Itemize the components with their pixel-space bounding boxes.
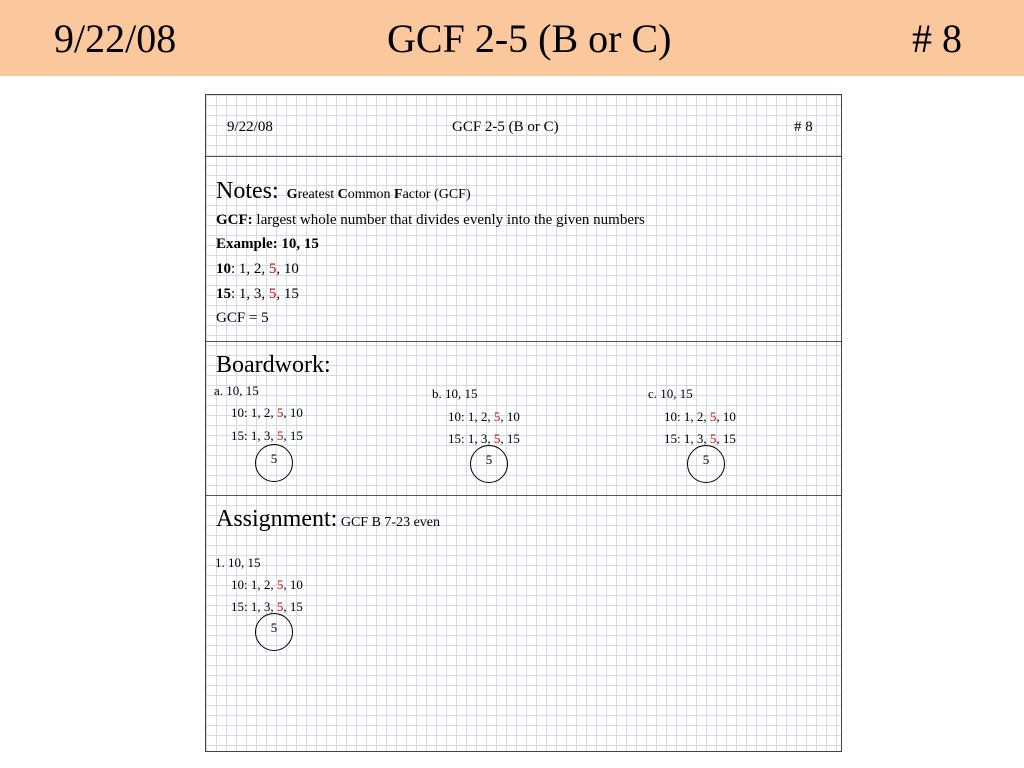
sheet-title: GCF 2-5 (B or C) xyxy=(452,119,559,135)
assignment-answer-circle: 5 xyxy=(255,613,293,651)
boardwork-c-answer-circle: 5 xyxy=(687,445,725,483)
slide-number: # 8 xyxy=(912,16,962,61)
section-divider xyxy=(206,341,841,342)
notes-gcf-expansion: Greatest Common Factor (GCF) xyxy=(286,187,471,202)
graph-paper-sheet xyxy=(205,94,842,752)
boardwork-a-answer-circle: 5 xyxy=(255,444,293,482)
slide-date: 9/22/08 xyxy=(54,16,177,61)
assignment-detail: GCF B 7-23 even xyxy=(337,515,441,530)
assignment-problem-label: 1. 10, 15 xyxy=(215,555,261,570)
boardwork-b-factors-10: 10: 1, 2, 5, 10 xyxy=(448,409,520,424)
notes-factors-15: 15: 1, 3, 5, 15 xyxy=(216,286,299,302)
boardwork-b-label: b. 10, 15 xyxy=(432,386,478,401)
sheet-date: 9/22/08 xyxy=(227,119,273,135)
boardwork-a-label: a. 10, 15 xyxy=(214,383,259,398)
boardwork-b-answer-circle: 5 xyxy=(470,445,508,483)
slide-title-bar xyxy=(0,0,1024,76)
boardwork-a-factors-15: 15: 1, 3, 5, 15 xyxy=(231,428,303,443)
boardwork-a-factors-10: 10: 1, 2, 5, 10 xyxy=(231,405,303,420)
boardwork-b-factors-15: 15: 1, 3, 5, 15 xyxy=(448,431,520,446)
sheet-number: # 8 xyxy=(794,119,813,135)
boardwork-c-factors-15: 15: 1, 3, 5, 15 xyxy=(664,431,736,446)
notes-heading-line xyxy=(216,177,471,205)
notes-heading: Notes: xyxy=(216,178,279,204)
assignment-heading-line xyxy=(216,505,440,533)
boardwork-c-factors-10: 10: 1, 2, 5, 10 xyxy=(664,409,736,424)
notes-factors-10: 10: 1, 2, 5, 10 xyxy=(216,261,299,277)
section-divider xyxy=(206,495,841,496)
section-divider xyxy=(206,156,841,157)
boardwork-heading: Boardwork: xyxy=(216,352,331,378)
assignment-factors-15: 15: 1, 3, 5, 15 xyxy=(231,599,303,614)
notes-example: Example: 10, 15 xyxy=(216,236,319,252)
assignment-heading: Assignment: xyxy=(216,506,338,532)
assignment-factors-10: 10: 1, 2, 5, 10 xyxy=(231,577,303,592)
notes-gcf-definition: GCF: largest whole number that divides evenly into the given numbers xyxy=(216,212,645,228)
notes-result: GCF = 5 xyxy=(216,310,269,326)
slide-title: GCF 2-5 (B or C) xyxy=(387,16,672,61)
boardwork-c-label: c. 10, 15 xyxy=(648,386,693,401)
